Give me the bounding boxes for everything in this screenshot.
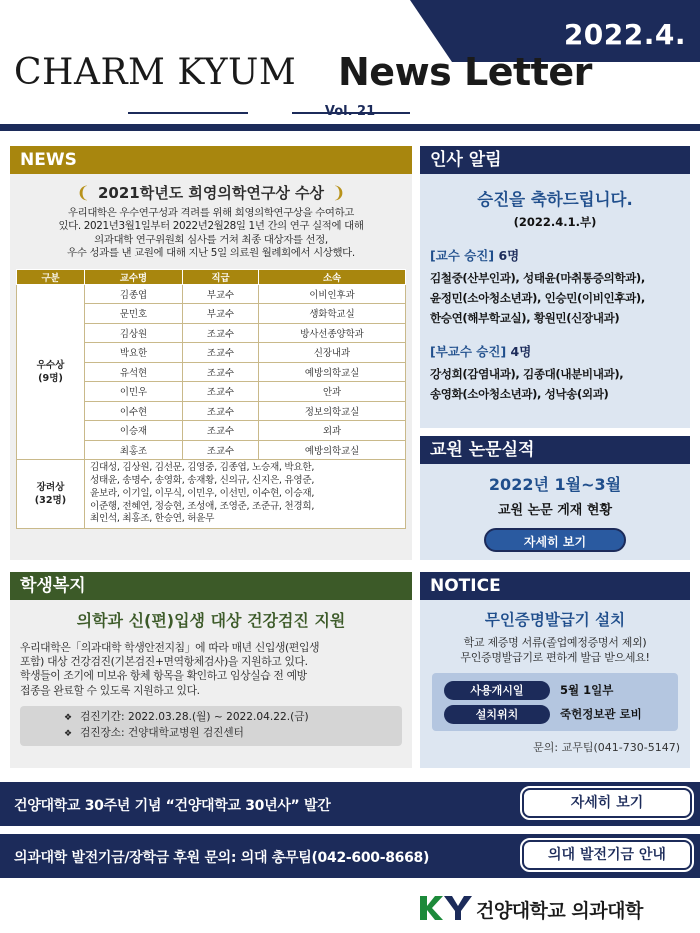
location-value: 죽헌정보관 로비 (560, 707, 642, 721)
welfare-description-line: 우리대학은「의과대학 학생안전지침」에 따라 매년 신입생(편입생 (20, 641, 320, 654)
anniversary-details-button[interactable]: 자세히 보기 (522, 788, 692, 818)
checkup-location-text: 검진장소: 건양대학교병원 검진센터 (80, 726, 244, 739)
excellence-award-group (17, 284, 85, 460)
personnel-heading: 인사 알림 (420, 146, 690, 174)
fund-band (0, 834, 700, 878)
fund-guide-button[interactable]: 의대 발전기금 안내 (522, 840, 692, 870)
professor-name-cell: 최홍조 (85, 440, 183, 460)
professor-name-cell: 이수현 (85, 401, 183, 421)
notice-title: 무인증명발급기 설치 (484, 611, 626, 629)
rank-cell: 조교수 (183, 421, 259, 441)
professor-name-cell: 김종엽 (85, 284, 183, 304)
welfare-description-line: 포함) 대상 건강검진(기본검진+면역항체검사)을 지원하고 있다. (20, 655, 308, 669)
welfare-description (20, 641, 402, 698)
department-cell: 예방의학교실 (259, 440, 406, 460)
professor-name-cell: 이승재 (85, 421, 183, 441)
encouragement-names (85, 460, 406, 529)
department-cell: 안과 (259, 382, 406, 402)
award-title-text: 2021학년도 희영의학연구상 수상 (97, 184, 325, 202)
rank-cell: 조교수 (183, 382, 259, 402)
papers-details-button[interactable]: 자세히 보기 (484, 528, 626, 552)
personnel-body (420, 174, 690, 428)
professor-promotion-heading (430, 246, 680, 264)
welfare-title: 의학과 신(편)입생 대상 건강검진 지원 (76, 611, 346, 630)
notice-start-row (432, 678, 678, 702)
header-divider (0, 124, 700, 131)
table-row (17, 460, 406, 529)
award-description-line: 우리대학은 우수연구성과 격려를 위해 희영의학연구상을 수여하고 (67, 207, 354, 219)
notice-heading: NOTICE (420, 572, 690, 600)
notice-body (420, 600, 690, 768)
start-date-label: 사용개시일 (444, 681, 550, 700)
professor-name-cell: 문민호 (85, 304, 183, 324)
personnel-section (420, 146, 690, 428)
university-logo-icon (420, 894, 472, 922)
group-count: (9명) (38, 372, 63, 384)
col-rank: 직급 (183, 269, 259, 284)
assoc-promotion-label: [부교수 승진] (430, 344, 507, 359)
encouragement-names-line: 최인석, 최홍조, 한승연, 허윤무 (90, 513, 215, 525)
welfare-body (10, 600, 412, 768)
footer (0, 880, 700, 933)
news-section (10, 146, 412, 560)
diamond-bullet-icon: ❖ (64, 728, 73, 739)
rank-cell: 조교수 (183, 343, 259, 363)
award-description-line: 우수 성과를 낸 교원에 대해 지난 5일 의료원 월례회에서 시상했다. (67, 247, 355, 260)
rank-cell: 부교수 (183, 284, 259, 304)
welfare-heading: 학생복지 (10, 572, 412, 600)
news-body (10, 174, 412, 560)
laurel-left-icon: ❨ (76, 183, 90, 202)
department-cell: 방사선종양학과 (259, 323, 406, 343)
notice-description (428, 636, 682, 665)
welfare-section (10, 572, 412, 768)
award-description-line: 있다. 2021년3월1일부터 2022년2월28일 1년 간의 연구 실적에 대해 (58, 220, 364, 233)
promotion-names-line: 송영화(소아청소년과), 성낙송(외과) (430, 387, 609, 401)
promotion-names-line: 윤정민(소아청소년과), 인승민(이비인후과), (430, 291, 645, 305)
group-label: 장려상 (36, 482, 65, 494)
professor-promotion-list (430, 268, 680, 328)
papers-description: 교원 논문 게재 현황 (497, 503, 613, 518)
rank-cell: 조교수 (183, 362, 259, 382)
col-name: 교수명 (85, 269, 183, 284)
assoc-promotion-heading (430, 342, 680, 360)
location-label: 설치위치 (444, 705, 550, 724)
promotion-names-line: 강성희(감염내과), 김종대(내분비내과), (430, 367, 624, 381)
department-cell: 예방의학교실 (259, 362, 406, 382)
table-row (17, 284, 406, 304)
papers-heading: 교원 논문실적 (420, 436, 690, 464)
professor-promotion-count: 6명 (498, 248, 520, 263)
col-category: 구분 (17, 269, 85, 284)
promotion-congrats: 승진을 축하드립니다. (477, 190, 633, 209)
award-table (16, 269, 406, 529)
checkup-location (64, 726, 394, 742)
fund-text: 의과대학 발전기금/장학금 후원 문의: 의대 총무팀(042-600-8668) (14, 850, 430, 866)
professor-name-cell: 이민우 (85, 382, 183, 402)
encouragement-names-line: 김대성, 김상원, 김선문, 김영중, 김종엽, 노승재, 박요한, (90, 462, 315, 474)
rank-cell: 부교수 (183, 304, 259, 324)
news-heading: NEWS (10, 146, 412, 174)
welfare-description-line: 접종을 완료할 수 있도록 지원하고 있다. (20, 683, 200, 697)
department-cell: 이비인후과 (259, 284, 406, 304)
newsletter-header (0, 0, 700, 135)
welfare-description-line: 학생들이 조기에 미보유 항체 항목을 확인하고 임상실습 전 예방 (20, 669, 307, 683)
issue-date: 2022.4. (563, 18, 686, 51)
promotion-names-line: 김철중(산부인과), 성태윤(마취통증의학과), (430, 271, 645, 285)
promotion-names-line: 한승연(해부학교실), 황원민(신장내과) (430, 311, 620, 325)
rank-cell: 조교수 (183, 323, 259, 343)
award-description (16, 207, 406, 261)
department-cell: 외과 (259, 421, 406, 441)
professor-promotion-label: [교수 승진] (430, 248, 495, 263)
masthead-title-serif: CHARM KYUM (14, 52, 297, 93)
checkup-period-text: 검진기간: 2022.03.28.(월) ~ 2022.04.22.(금) (80, 710, 309, 723)
checkup-info-box (20, 706, 402, 746)
university-name: 건양대학교 의과대학 (476, 900, 643, 922)
notice-section (420, 572, 690, 768)
notice-info-box (432, 673, 678, 731)
masthead-title-sans: News Letter (338, 50, 592, 94)
start-date-value: 5월 1일부 (560, 683, 614, 697)
col-department: 소속 (259, 269, 406, 284)
checkup-period (64, 710, 394, 726)
encouragement-award-group (17, 460, 85, 529)
group-count: (32명) (34, 495, 67, 507)
volume-number: Vol. 21 (324, 104, 376, 119)
rank-cell: 조교수 (183, 440, 259, 460)
award-table-header (17, 269, 406, 284)
encouragement-names-line: 윤보라, 이기일, 이무식, 이민우, 이선민, 이수현, 이승재, (90, 487, 315, 499)
notice-contact: 문의: 교무팀(041-730-5147) (533, 741, 680, 754)
department-cell: 신장내과 (259, 343, 406, 363)
laurel-right-icon: ❩ (332, 183, 346, 202)
papers-section (420, 436, 690, 560)
anniversary-text: 건양대학교 30주년 기념 “건양대학교 30년사” 발간 (14, 798, 331, 814)
encouragement-names-line: 성태윤, 송명수, 송영화, 송재황, 신의규, 신지은, 유영준, (90, 474, 315, 486)
promotion-effective-date: (2022.4.1.부) (513, 215, 597, 229)
department-cell: 생화학교실 (259, 304, 406, 324)
assoc-promotion-list (430, 364, 680, 404)
professor-name-cell: 김상원 (85, 323, 183, 343)
rank-cell: 조교수 (183, 401, 259, 421)
professor-name-cell: 박요한 (85, 343, 183, 363)
assoc-promotion-count: 4명 (510, 344, 532, 359)
encouragement-names-line: 이준행, 전혜연, 정승현, 조성애, 조영준, 조준규, 천경희, (90, 500, 315, 512)
award-title (16, 182, 406, 203)
papers-period: 2022년 1월~3월 (488, 475, 622, 494)
award-description-line: 의과대학 연구위원회 심사를 거쳐 최종 대상자를 선정, (94, 233, 328, 246)
diamond-bullet-icon: ❖ (64, 712, 73, 723)
papers-body (420, 464, 690, 560)
notice-description-line: 학교 제증명 서류(졸업예정증명서 제외) (463, 636, 647, 649)
anniversary-band (0, 782, 700, 826)
department-cell: 정보의학교실 (259, 401, 406, 421)
notice-description-line: 무인증명발급기로 편하게 발급 받으세요! (460, 650, 650, 664)
notice-location-row (432, 702, 678, 726)
group-label: 우수상 (36, 359, 65, 371)
professor-name-cell: 유석현 (85, 362, 183, 382)
